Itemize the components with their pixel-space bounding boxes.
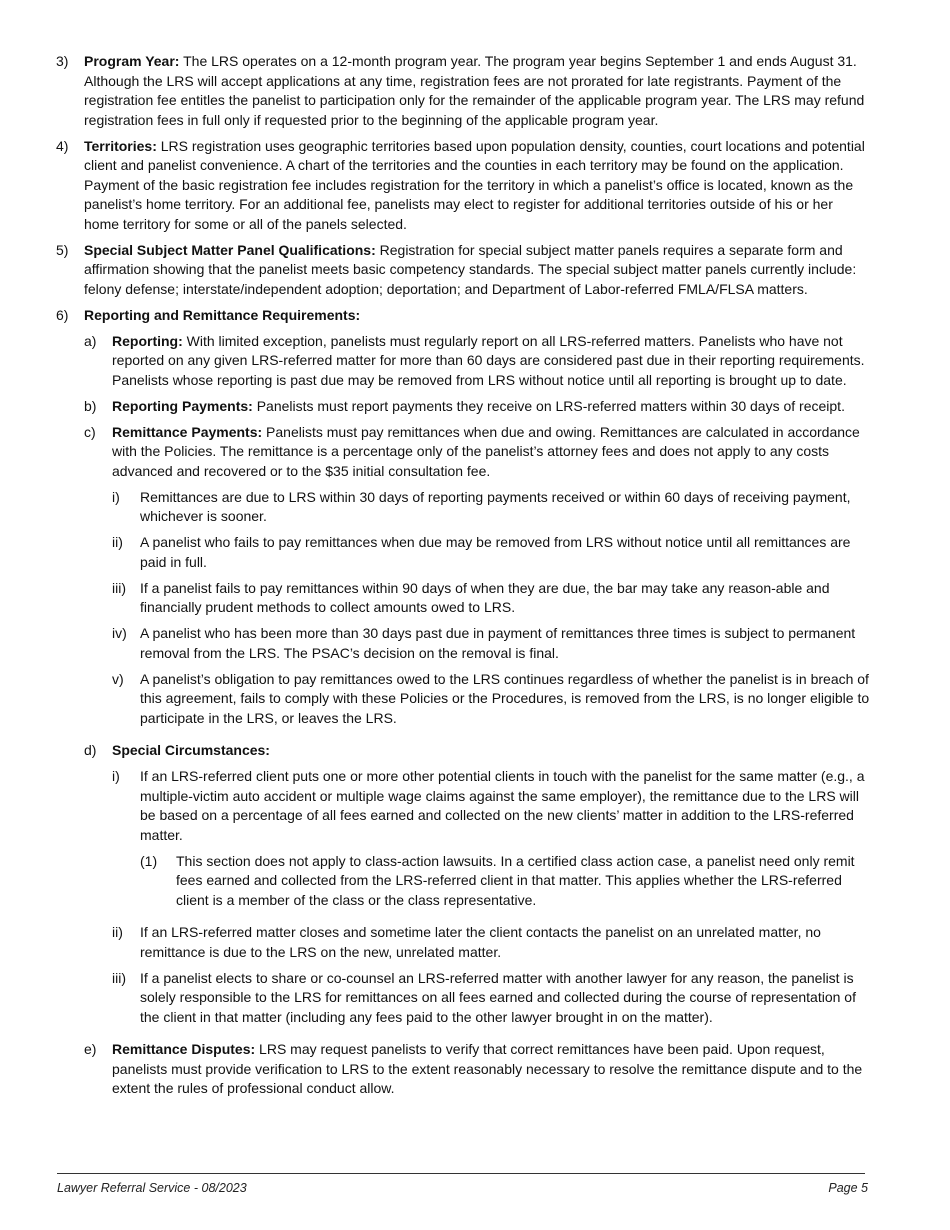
footer-doc-title: Lawyer Referral Service - 08/2023 <box>57 1181 247 1195</box>
roman-numeral: iii) <box>112 969 126 986</box>
item-number: 6) <box>56 306 69 323</box>
roman-text: A panelist who fails to pay remittances when due may be removed from LRS without notice until all remittances are paid in full. <box>140 534 851 570</box>
list-item-4 <box>56 137 870 235</box>
roman-item-d-iii <box>112 969 870 1028</box>
item-number: 4) <box>56 137 69 154</box>
item-title: Territories: <box>84 137 157 154</box>
roman-numeral: ii) <box>112 924 123 940</box>
roman-numeral: ii) <box>112 534 123 550</box>
roman-item-c-iv <box>112 624 870 663</box>
sub-item-title: Reporting: <box>112 332 183 349</box>
roman-numeral: i) <box>112 768 120 784</box>
sub-item-title: Special Circumstances: <box>112 742 270 758</box>
roman-item-c-v <box>112 670 870 729</box>
sub-item-text: Panelists must pay remittances when due and owing. Remittances are calculated in accordance with the Policies. The remittance is a percentage only of the panelist’s attorney fees and does not apply to any costs advanced and recovered or to the $35 initial consultation fee. <box>112 423 860 479</box>
list-item-5 <box>56 241 870 300</box>
item-text: Registration for special subject matter panels requires a separate form and affirmation showing that the panelist meets basic competency standards. The special subject matter panels currently include: felony defense; interstate/independent adoption; deportation; and Department of Labor-referred FMLA/FLSA matters. <box>84 241 857 297</box>
sub-item-letter: b) <box>84 397 97 414</box>
roman-item-d-ii <box>112 923 870 962</box>
sub-item-c <box>84 423 870 735</box>
roman-item-c-i <box>112 488 870 527</box>
sub-item-text: Panelists must report payments they receive on LRS-referred matters within 30 days of receipt. <box>252 397 845 414</box>
roman-text: If an LRS-referred matter closes and sometime later the client contacts the panelist on an unrelated matter, no remittance is due to the LRS on the new, unrelated matter. <box>140 924 821 960</box>
list-item-6 <box>56 306 870 1106</box>
roman-item-c-ii <box>112 533 870 572</box>
item-number: 3) <box>56 53 69 69</box>
roman-numeral: i) <box>112 488 120 505</box>
roman-numeral: iv) <box>112 625 127 641</box>
roman-text: Remittances are due to LRS within 30 days of reporting payments received or within 60 days of receiving payment, whichever is sooner. <box>140 488 851 524</box>
roman-numeral: iii) <box>112 579 126 596</box>
nested-text: This section does not apply to class-action lawsuits. In a certified class action case, a panelist need only remit fees earned and collected from the LRS-referred client in that matter. This applies whether the LRS-referred client is a member of the class or the class representative. <box>176 852 855 908</box>
sub-item-a <box>84 332 870 391</box>
footer-divider <box>57 1173 865 1174</box>
sub-item-e <box>84 1040 870 1099</box>
roman-numeral: v) <box>112 670 124 687</box>
footer-page-number: Page 5 <box>828 1181 868 1195</box>
roman-text: A panelist who has been more than 30 days past due in payment of remittances three times is subject to permanent removal from the LRS. The PSAC’s decision on the removal is final. <box>140 625 856 661</box>
sub-item-letter: c) <box>84 423 96 440</box>
item-number: 5) <box>56 241 69 258</box>
item-title: Program Year: <box>84 53 180 69</box>
sub-item-title: Remittance Payments: <box>112 423 263 440</box>
roman-item-d-i <box>112 767 870 917</box>
document-content <box>56 52 870 1112</box>
list-item-3 <box>56 52 870 130</box>
sub-item-b <box>84 397 870 417</box>
nested-number: (1) <box>140 852 158 869</box>
item-text: LRS registration uses geographic territories based upon population density, counties, court locations and potential client and panelist convenience. A chart of the territories and the counties in each territory may be found on the application. Payment of the basic registration fee includes registration for the territory in which a panelist’s office is located, known as the panelist’s home territory. For an additional fee, panelists may elect to register for additional territories outside of his or her home territory for some or all of the panels selected. <box>84 137 865 232</box>
roman-text: If a panelist fails to pay remittances within 90 days of when they are due, the bar may take any reason-able and financially prudent methods to collect amounts owed to LRS. <box>140 579 830 615</box>
item-title: Special Subject Matter Panel Qualifications: <box>84 241 376 258</box>
sub-item-text: With limited exception, panelists must regularly report on all LRS-referred matters. Panelists who have not reported on any given LRS-referred matter for more than 60 days are considered past due in their reporting requirements. Panelists whose reporting is past due may be removed from LRS without notice until all reporting is brought up to date. <box>112 332 865 388</box>
roman-item-c-iii <box>112 579 870 618</box>
roman-text: A panelist’s obligation to pay remittances owed to the LRS continues regardless of whether the panelist is in breach of this agreement, fails to comply with these Policies or the Procedures, is removed from the LRS, is no longer eligible to participate in the LRS, or leaves the LRS. <box>140 670 870 726</box>
sub-item-letter: a) <box>84 332 97 349</box>
sub-item-letter: e) <box>84 1041 97 1057</box>
sub-item-letter: d) <box>84 742 97 758</box>
sub-item-d <box>84 741 870 1034</box>
item-title: Reporting and Remittance Requirements: <box>84 306 361 323</box>
roman-text: If an LRS-referred client puts one or more other potential clients in touch with the panelist for the same matter (e.g., a multiple-victim auto accident or multiple wage claims against the same employer), the remittance due to the LRS will be based on a percentage of all fees earned and collected on the new clients’ matter in addition to the LRS-referred matter. <box>140 768 865 843</box>
item-text: The LRS operates on a 12-month program year. The program year begins September 1 and ends August 31. Although the LRS will accept applications at any time, registration fees are not prorated for late registrants. Payment of the registration fee entitles the panelist to participation only for the remainder of the applicable program year. The LRS may refund registration fees in full only if requested prior to the beginning of the applicable program year. <box>84 53 865 128</box>
sub-item-text: LRS may request panelists to verify that correct remittances have been paid. Upon request, panelists must provide verification to LRS to the extent reasonably necessary to resolve the remittance dispute and to the extent the rules of professional conduct allow. <box>112 1041 863 1096</box>
sub-item-title: Remittance Disputes: <box>112 1041 256 1057</box>
nested-item-1 <box>140 852 870 911</box>
roman-text: If a panelist elects to share or co-counsel an LRS-referred matter with another lawyer for any reason, the panelist is solely responsible to the LRS for remittances on all fees earned and collected during the course of representation of the client in that matter (including any fees paid to the other lawyer brought in on the matter). <box>140 969 856 1025</box>
sub-item-title: Reporting Payments: <box>112 397 253 414</box>
